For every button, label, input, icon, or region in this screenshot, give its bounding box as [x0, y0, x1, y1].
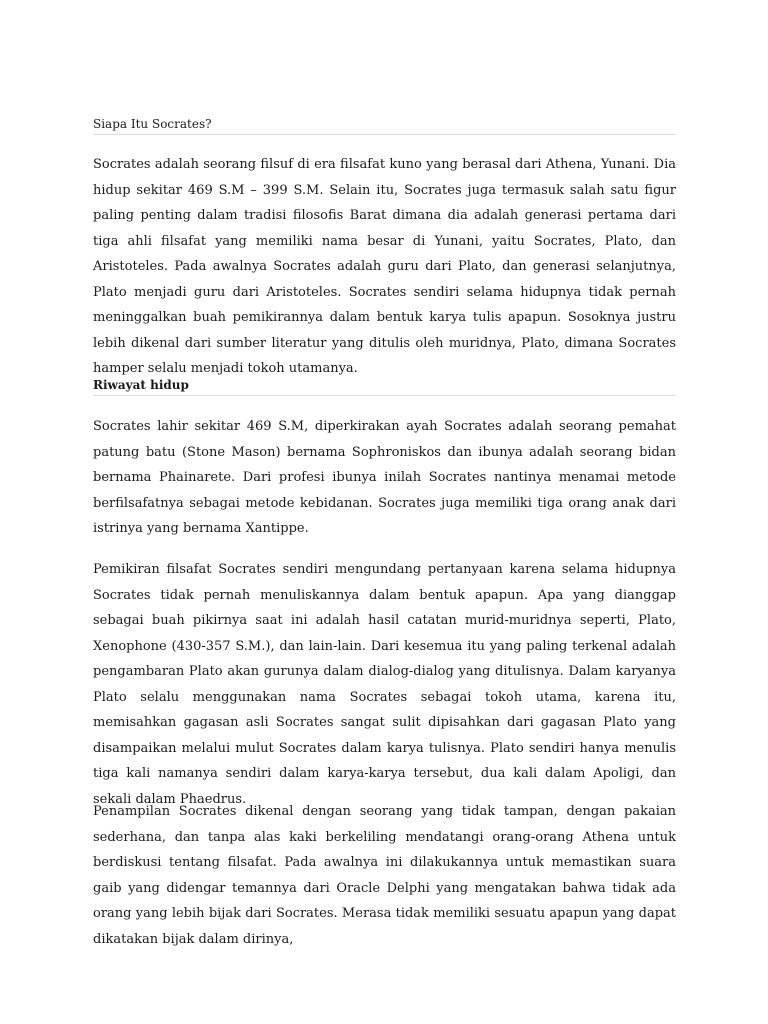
section-heading-riwayat-hidup: Riwayat hidup: [93, 377, 676, 396]
body-paragraph: Socrates lahir sekitar 469 S.M, diperkirakan ayah Socrates adalah seorang pemahat patung batu (Stone Mason) bernama Sophroniskos dan ibunya adalah seorang bidan bernama Phainarete. Dari profesi ibunya inilah Socrates nantinya menamai metode berfilsafatnya sebagai metode kebidanan. Socrates juga memiliki tiga orang anak dari istrinya yang bernama Xantippe.: [93, 419, 676, 536]
body-paragraph: Penampilan Socrates dikenal dengan seorang yang tidak tampan, dengan pakaian sederhana, dan tanpa alas kaki berkeliling mendatangi orang-orang Athena untuk berdiskusi tentang filsafat. Pada awalnya ini dilakukannya untuk memastikan suara gaib yang didengar temannya dari Oracle Delphi yang mengatakan bahwa tidak ada orang yang lebih bijak dari Socrates. Merasa tidak memiliki sesuatu apapun yang dapat dikatakan bijak dalam dirinya,: [93, 804, 676, 947]
document-title: Siapa Itu Socrates?: [93, 116, 676, 135]
intro-paragraph: Socrates adalah seorang filsuf di era filsafat kuno yang berasal dari Athena, Yunani. Dia hidup sekitar 469 S.M – 399 S.M. Selain itu, Socrates juga termasuk salah satu figur paling penting dalam tradisi filosofis Barat dimana dia adalah generasi pertama dari tiga ahli filsafat yang memiliki nama besar di Yunani, yaitu Socrates, Plato, dan Aristoteles. Pada awalnya Socrates adalah guru dari Plato, dan generasi selanjutnya, Plato menjadi guru dari Aristoteles. Socrates sendiri selama hidupnya tidak pernah meninggalkan buah pemikirannya dalam bentuk karya tulis apapun. Sosoknya justru lebih dikenal dari sumber literatur yang ditulis oleh muridnya, Plato, dimana Socrates hamper selalu menjadi tokoh utamanya.: [93, 157, 676, 376]
body-paragraph: Pemikiran filsafat Socrates sendiri mengundang pertanyaan karena selama hidupnya Socrates tidak pernah menuliskannya dalam bentuk apapun. Apa yang dianggap sebagai buah pikirnya saat ini adalah hasil catatan murid-muridnya seperti, Plato, Xenophone (430-357 S.M.), dan lain-lain. Dari kesemua itu yang paling terkenal adalah pengambaran Plato akan gurunya dalam dialog-dialog yang ditulisnya. Dalam karyanya Plato selalu menggunakan nama Socrates sebagai tokoh utama, karena itu, memisahkan gagasan asli Socrates sangat sulit dipisahkan dari gagasan Plato yang disampaikan melalui mulut Socrates dalam karya tulisnya. Plato sendiri hanya menulis tiga kali namanya sendiri dalam karya-karya tersebut, dua kali dalam Apoligi, dan sekali dalam Phaedrus.: [93, 562, 676, 807]
